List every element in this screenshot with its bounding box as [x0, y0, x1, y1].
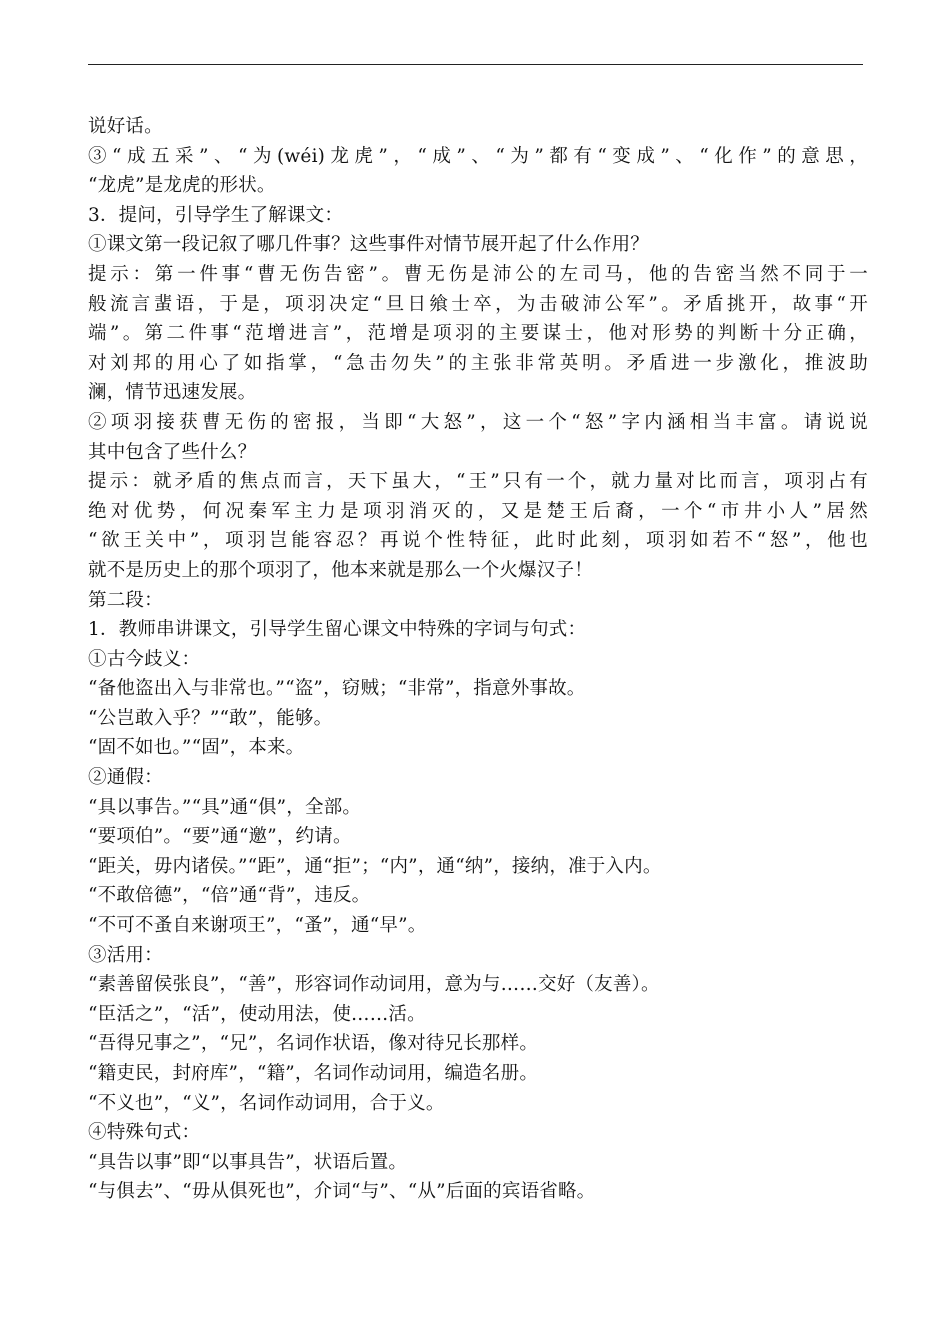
text-line: “公岂敢入乎？”“敢”，能够。	[88, 707, 333, 729]
question-line: ①课文第一段记叙了哪几件事？这些事件对情节展开起了什么作用？	[88, 234, 650, 256]
header-rule	[88, 64, 863, 65]
text-line: “不可不蚤自来谢项王”，“蚤”，通“早”。	[88, 915, 427, 937]
subheading: ①古今歧义：	[88, 648, 201, 670]
text-line: 对刘邦的用心了如指掌，“急击勿失”的主张非常英明。矛盾进一步激化，推波助	[88, 352, 868, 374]
section-heading: 第二段：	[88, 589, 163, 611]
text-line: “具以事告。”“具”通“俱”，全部。	[88, 796, 362, 818]
text-line: “吾得兄事之”，“兄”，名词作状语，像对待兄长那样。	[88, 1033, 539, 1055]
section-heading: 3．提问，引导学生了解课文：	[88, 204, 344, 226]
text-line: “素善留侯张良”，“善”，形容词作动词用，意为与……交好（友善）。	[88, 974, 660, 996]
text-line: “固不如也。”“固”，本来。	[88, 737, 305, 759]
text-line: ③“成五采”、“为(wéi)龙虎”，“成”、“为”都有“变成”、“化作”的意思，	[88, 145, 868, 167]
document-body	[88, 112, 868, 1207]
text-line: 绝对优势，何况秦军主力是项羽消灭的，又是楚王后裔，一个“市井小人”居然	[88, 500, 868, 522]
text-line: “备他盗出入与非常也。”“盗”，窃贼；“非常”，指意外事故。	[88, 678, 586, 700]
text-line: 端”。第二件事“范增进言”，范增是项羽的主要谋士，他对形势的判断十分正确，	[88, 323, 868, 345]
text-line: “要项伯”。“要”通“邀”，约请。	[88, 826, 352, 848]
text-line: “距关，毋内诸侯。”“距”，通“拒”；“内”，通“纳”，接纳，准于入内。	[88, 855, 662, 877]
section-heading: 1．教师串讲课文，引导学生留心课文中特殊的字词与句式：	[88, 619, 587, 641]
text-line: 提示：第一件事“曹无伤告密”。曹无伤是沛公的左司马，他的告密当然不同于一	[88, 263, 868, 285]
text-line: 提示：就矛盾的焦点而言，天下虽大，“王”只有一个，就力量对比而言，项羽占有	[88, 471, 868, 493]
text-line: “具告以事”即“以事具告”，状语后置。	[88, 1151, 408, 1173]
text-line: “不义也”，“义”，名词作动词用，合于义。	[88, 1092, 445, 1114]
text-line: 其中包含了些什么？	[88, 441, 257, 463]
text-line: 就不是历史上的那个项羽了，他本来就是那么一个火爆汉子！	[88, 559, 593, 581]
text-line: “籍吏民，封府库”，“籍”，名词作动词用，编造名册。	[88, 1063, 539, 1084]
subheading: ③活用：	[88, 944, 163, 966]
subheading: ②通假：	[88, 767, 163, 789]
question-line: ②项羽接获曹无伤的密报，当即“大怒”，这一个“怒”字内涵相当丰富。请说说	[88, 411, 868, 433]
text-line: “臣活之”，“活”，使动用法，使……活。	[88, 1003, 426, 1025]
text-line: 般流言蜚语，于是，项羽决定“旦日飨士卒，为击破沛公军”。矛盾挑开，故事“开	[88, 293, 868, 315]
text-line: 说好话。	[88, 116, 163, 137]
text-line: “与俱去”、“毋从俱死也”，介词“与”、“从”后面的宾语省略。	[88, 1181, 596, 1203]
text-line: “龙虎”是龙虎的形状。	[88, 175, 276, 197]
text-line: 澜，情节迅速发展。	[88, 382, 257, 404]
subheading: ④特殊句式：	[88, 1122, 201, 1144]
text-line: “不敢倍德”，“倍”通“背”，违反。	[88, 885, 371, 907]
text-line: “欲王关中”，项羽岂能容忍？再说个性特征，此时此刻，项羽如若不“怒”，他也	[88, 530, 868, 552]
